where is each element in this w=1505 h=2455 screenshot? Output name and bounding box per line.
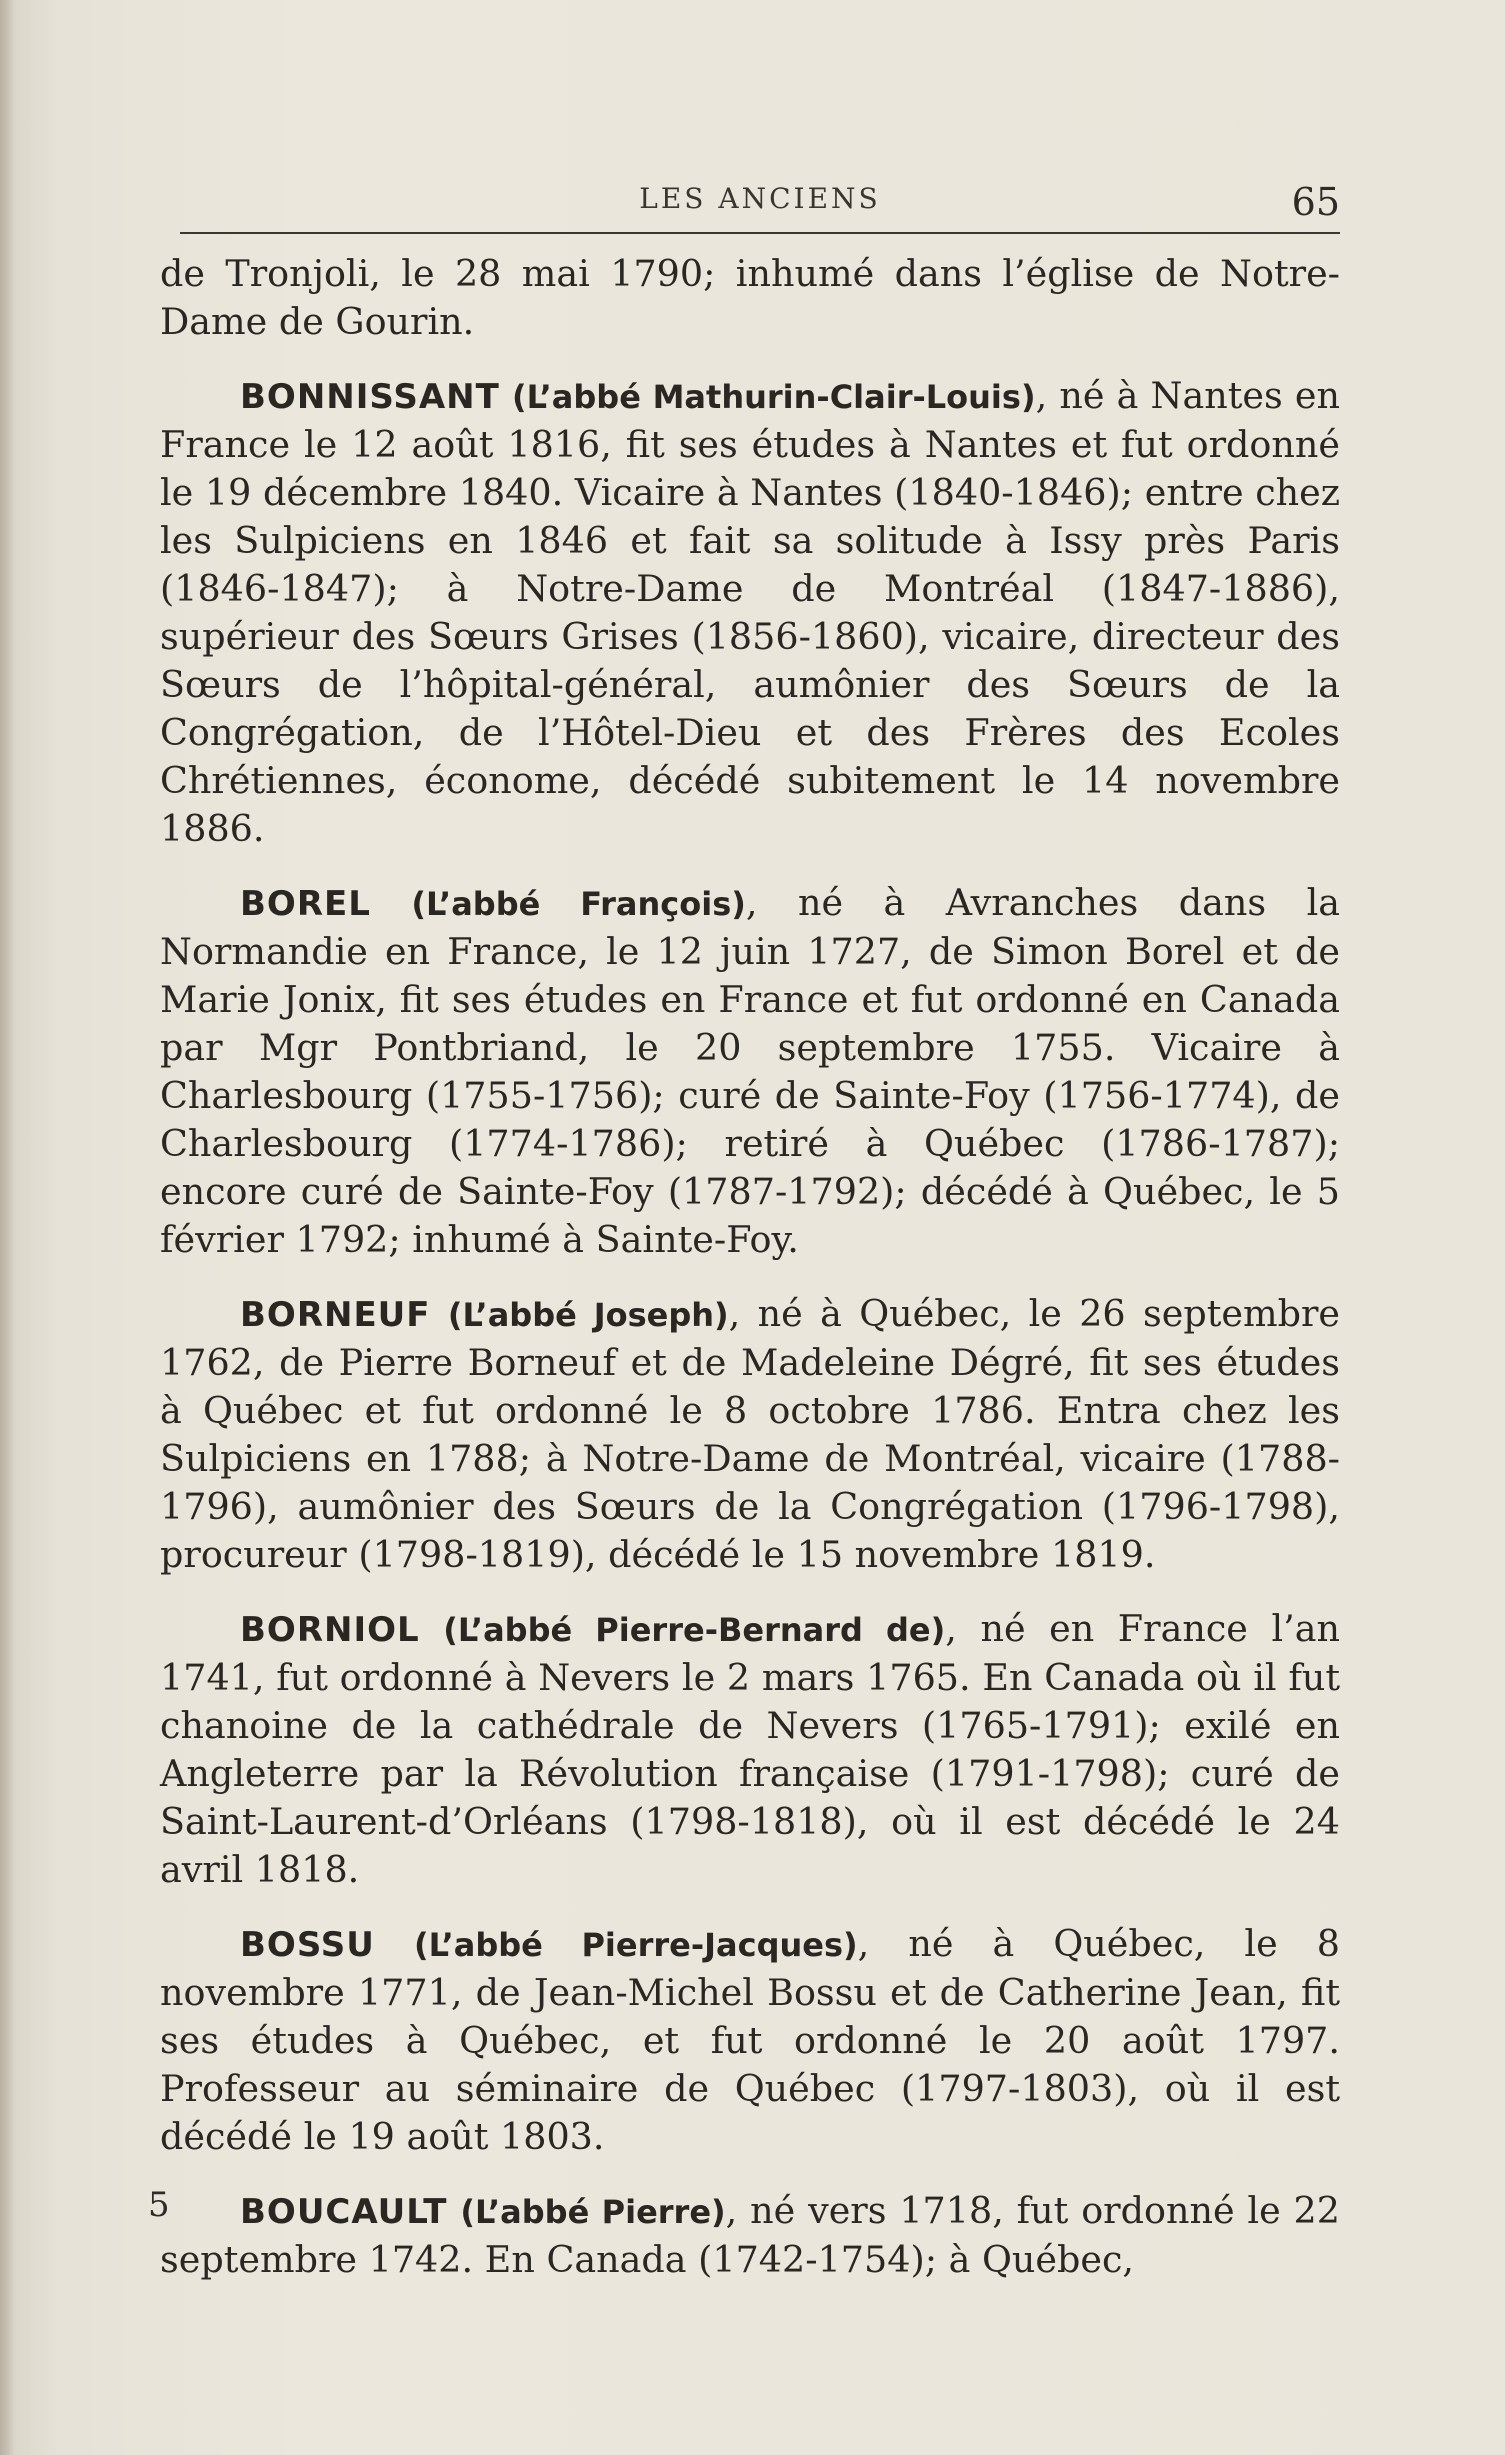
header-rule bbox=[180, 232, 1340, 234]
entry-body: , né à Avranches dans la Normandie en France, le 12 juin 1727, de Simon Borel et de Marie Jonix, fit ses études en France et fut ordonné en Canada par Mgr Pontbriand, le 20 septembre 1755. Vicaire à Charlesbourg (1755-1756); curé de Sainte-Foy (1756-1774), de Charlesbourg (1774-1786); retiré à Québec (1786-1787); encore curé de Sainte-Foy (1787-1792); décédé à Québec, le 5 février 1792; inhumé à Sainte-Foy. bbox=[160, 881, 1341, 1261]
entry-name: BOUCAULT bbox=[240, 2192, 448, 2232]
entry-body: , né à Nantes en France le 12 août 1816, fit ses études à Nantes et fut ordonné le 19 décembre 1840. Vicaire à Nantes (1840-1846); entre chez les Sulpiciens en 1846 et fait sa solitude à Issy près Paris (1846-1847); à Notre-Dame de Montréal (1847-1886), supérieur des Sœurs Grises (1856-1860), vicaire, directeur des Sœurs de l’hôpital-général, aumônier des Sœurs de la Congrégation, de l’Hôtel-Dieu et des Frères des Ecoles Chrétiennes, économe, décédé subitement le 14 novembre 1886. bbox=[160, 374, 1341, 850]
entry-name: BOSSU bbox=[240, 1925, 375, 1965]
entry-borel bbox=[160, 879, 1340, 1264]
gutter-shadow bbox=[0, 0, 14, 2455]
entry-body: , né à Québec, le 26 septembre 1762, de Pierre Borneuf et de Madeleine Dégré, fit ses études à Québec et fut ordonné le 8 octobre 1786. Entra chez les Sulpiciens en 1788; à Notre-Dame de Montréal, vicaire (1788-1796), aumônier des Sœurs de la Congrégation (1796-1798), procureur (1798-1819), décédé le 15 novembre 1819. bbox=[160, 1292, 1341, 1576]
entry-name: BONNISSANT bbox=[240, 377, 500, 417]
entry-boucault bbox=[160, 2187, 1340, 2284]
entry-title: (L’abbé Pierre) bbox=[460, 2193, 726, 2231]
entry-title: (L’abbé François) bbox=[411, 885, 746, 923]
entry-bossu bbox=[160, 1920, 1340, 2161]
page-number: 65 bbox=[1291, 180, 1340, 224]
entry-borneuf bbox=[160, 1290, 1340, 1579]
entry-title: (L’abbé Pierre-Jacques) bbox=[413, 1926, 858, 1964]
entry-title: (L’abbé Pierre-Bernard de) bbox=[443, 1611, 946, 1649]
entry-borniol bbox=[160, 1605, 1340, 1894]
entry-bonnissant bbox=[160, 372, 1340, 853]
entry-body: , né vers 1718, fut ordonné le 22 septembre 1742. En Canada (1742-1754); à Québec, bbox=[160, 2189, 1340, 2281]
entry-name: BORNIOL bbox=[240, 1610, 420, 1650]
entry-body: , né en France l’an 1741, fut ordonné à Nevers le 2 mars 1765. En Canada où il fut chanoine de la cathédrale de Nevers (1765-1791); exilé en Angleterre par la Révolution française (1791-1798); curé de Saint-Laurent-d’Orléans (1798-1818), où il est décédé le 24 avril 1818. bbox=[160, 1607, 1341, 1891]
signature-mark: 5 bbox=[148, 2185, 170, 2225]
entry-name: BORNEUF bbox=[240, 1295, 431, 1335]
running-title: LES ANCIENS bbox=[639, 182, 881, 215]
page-text bbox=[160, 250, 1340, 2310]
continuation-paragraph: de Tronjoli, le 28 mai 1790; inhumé dans l’église de Notre-Dame de Gourin. bbox=[160, 252, 1340, 343]
running-head bbox=[180, 176, 1340, 236]
entry-title: (L’abbé Mathurin-Clair-Louis) bbox=[511, 378, 1036, 416]
entry-body: , né à Québec, le 8 novembre 1771, de Jean-Michel Bossu et de Catherine Jean, fit ses études à Québec, et fut ordonné le 20 août 1797. Professeur au séminaire de Québec (1797-1803), où il est décédé le 19 août 1803. bbox=[160, 1922, 1340, 2158]
entry-title: (L’abbé Joseph) bbox=[447, 1296, 729, 1334]
entry-name: BOREL bbox=[240, 884, 371, 924]
